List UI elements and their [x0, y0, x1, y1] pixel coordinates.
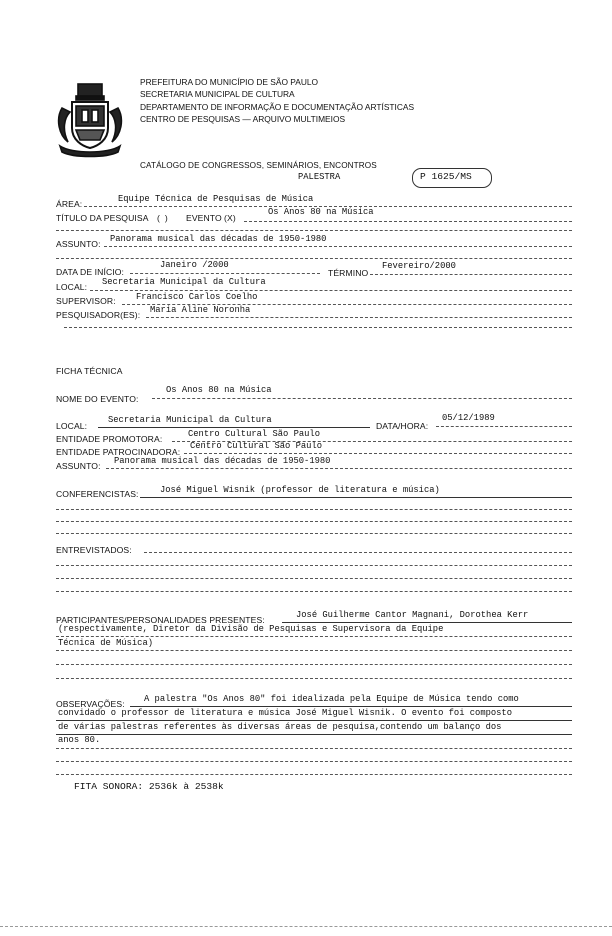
local-value: Secretaria Municipal da Cultura [102, 277, 266, 287]
participantes-label: PARTICIPANTES/PERSONALIDADES PRESENTES: [56, 615, 265, 625]
patrocinadora-label: ENTIDADE PATROCINADORA: [56, 447, 181, 457]
event-type: PALESTRA [298, 172, 341, 182]
area-value: Equipe Técnica de Pesquisas de Música [118, 194, 314, 204]
assunto-label: ASSUNTO: [56, 239, 101, 249]
supervisor-value: Francisco Carlos Coelho [136, 292, 258, 302]
termino-label: TÉRMINO [328, 268, 369, 278]
nome-evento-value: Os Anos 80 na Música [166, 385, 272, 395]
ficha-assunto-label: ASSUNTO: [56, 461, 101, 471]
evento-checkbox[interactable]: (X) [224, 213, 236, 223]
pesquisadores-label: PESQUISADOR(ES): [56, 310, 141, 320]
patrocinadora-value: Centro Cultural São Paulo [190, 441, 322, 451]
header-prefeitura: PREFEITURA DO MUNICÍPIO DE SÃO PAULO [140, 77, 319, 87]
participantes-line1: José Guilherme Cantor Magnani, Dorothea Kerr [296, 610, 529, 620]
ficha-title: FICHA TÉCNICA [56, 366, 123, 376]
ficha-assunto-value: Panorama musical das décadas de 1950-1980 [114, 456, 331, 466]
titulo-value: Os Anos 80 na Música [268, 207, 374, 217]
fita-sonora: FITA SONORA: 2536k à 2538k [74, 781, 224, 792]
supervisor-label: SUPERVISOR: [56, 296, 116, 306]
catalog-title: CATÁLOGO DE CONGRESSOS, SEMINÁRIOS, ENCONTROS [140, 161, 377, 170]
obs-line4: anos 80. [58, 735, 101, 745]
ficha-local-value: Secretaria Municipal da Cultura [108, 415, 272, 425]
entrevistados-label: ENTREVISTADOS: [56, 545, 132, 555]
local-label: LOCAL: [56, 282, 88, 292]
pesquisadores-value: Maria Aline Noronha [150, 305, 251, 315]
header-secretaria: SECRETARIA MUNICIPAL DE CULTURA [140, 89, 295, 100]
titulo-checkbox[interactable]: ( ) [157, 213, 168, 223]
nome-evento-label: NOME DO EVENTO: [56, 394, 139, 404]
coat-of-arms-logo [52, 78, 128, 158]
area-label: ÁREA: [56, 199, 83, 209]
header-departamento: DEPARTAMENTO DE INFORMAÇÃO E DOCUMENTAÇÃO ARTÍSTICAS [140, 101, 415, 112]
evento-mark: X [226, 213, 233, 223]
datahora-label: DATA/HORA: [376, 421, 429, 431]
header-centro: CENTRO DE PESQUISAS — ARQUIVO MULTIMEIOS [140, 114, 346, 125]
inicio-value: Janeiro /2000 [160, 260, 229, 270]
obs-line3: de várias palestras referentes às diversas áreas de pesquisa,contendo um balanço dos [58, 722, 502, 732]
datahora-value: 05/12/1989 [442, 413, 495, 423]
promotora-value: Centro Cultural São Paulo [188, 429, 320, 439]
conferencistas-label: CONFERENCISTAS: [56, 489, 139, 499]
conferencistas-value: José Miguel Wisnik (professor de literatura e música) [160, 485, 440, 495]
assunto-value: Panorama musical das décadas de 1950-1980 [110, 234, 327, 244]
observacoes-label: OBSERVAÇÕES: [56, 699, 125, 709]
participantes-line3: Técnica de Música) [58, 638, 154, 648]
titulo-label: TÍTULO DA PESQUISA [56, 213, 149, 223]
ficha-local-label: LOCAL: [56, 421, 88, 431]
obs-line2: convidado o professor de literatura e música José Miguel Wisnik. O evento foi composto [58, 708, 512, 718]
obs-line1: A palestra "Os Anos 80" foi idealizada pela Equipe de Música tendo como [144, 694, 519, 704]
catalog-code: P 1625/MS [420, 171, 472, 182]
promotora-label: ENTIDADE PROMOTORA: [56, 434, 163, 444]
inicio-label: DATA DE INÍCIO: [56, 267, 125, 277]
participantes-line2: (respectivamente, Diretor da Divisão de Pesquisas e Supervisora da Equipe [58, 624, 444, 634]
termino-value: Fevereiro/2000 [382, 261, 456, 271]
evento-label: EVENTO [186, 213, 222, 223]
